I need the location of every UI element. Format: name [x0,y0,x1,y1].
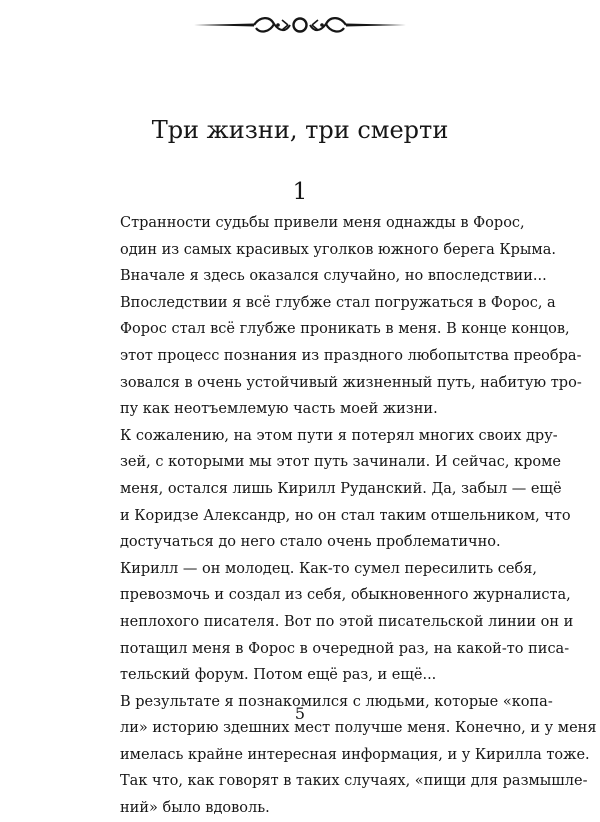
text-line: К сожалению, на этом пути я потерял многих своих дру- [120,427,558,444]
text-line: Кирилл — он молодец. Как-то сумел пересилить себя, [120,560,537,577]
text-line: Впоследствии я всё глубже стал погружаться в Форос, а [120,294,556,311]
text-line: зей, с которыми мы этот путь зачинали. И сейчас, кроме [120,454,562,471]
text-line: Странности судьбы привели меня однажды в Форос, [120,215,525,231]
chapter-title: Три жизни, три смерти [151,116,449,144]
text-line: ний» было вдоволь. [120,800,270,817]
section-number: 1 [292,179,308,205]
text-line: этот процесс познания из праздного любопытства преобра- [120,347,582,364]
text-line: потащил меня в Форос в очередной раз, на какой-то писа- [120,640,570,657]
text-line: превозмочь и создал из себя, обыкновенного журналиста, [120,587,571,604]
text-line: и Коридзе Александр, но он стал таким отшельником, что [120,507,571,524]
text-line: Так что, как говорят в таких случаях, «пищи для размышле- [120,773,588,790]
text-line: неплохого писателя. Вот по этой писательской линии он и [120,613,574,630]
decorative-flourish-icon [190,12,410,38]
text-line: зовался в очень устойчивый жизненный путь, набитую тро- [120,374,582,391]
paragraph [94,556,574,689]
text-line: пу как неотъемлемую часть моей жизни. [120,401,438,418]
page-number: 5 [294,704,306,723]
text-line: ли» историю здешних мест получше меня. Конечно, и у меня [120,720,597,737]
paragraph [94,423,571,556]
text-line: имелась крайне интересная информация, и у Кирилла тоже. [120,746,590,763]
body-text [94,210,597,822]
text-line: меня, остался лишь Кирилл Руданский. Да, забыл — ещё [120,480,562,497]
text-line: Вначале я здесь оказался случайно, но впоследствии... [120,268,547,285]
paragraph [94,210,556,290]
text-line: В результате я познакомился с людьми, которые «копа- [120,693,553,710]
text-line: один из самых красивых уголков южного берега Крыма. [120,241,556,258]
paragraph [94,290,582,423]
text-line: тельский форум. Потом ещё раз, и ещё... [120,667,437,684]
text-line: Форос стал всё глубже проникать в меня. В конце концов, [120,321,570,338]
text-line: достучаться до него стало очень проблематично. [120,534,501,551]
